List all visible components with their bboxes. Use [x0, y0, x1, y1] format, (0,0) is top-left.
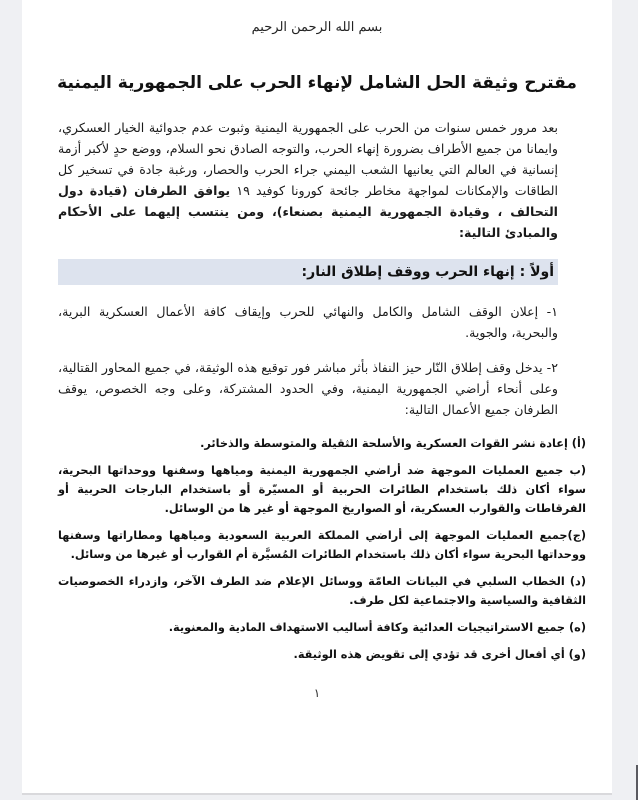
- sub-item-c: (ج)جميع العمليات الموجهة إلى أراضي المملكة العربية السعودية ومياهها ومطاراتها وسفنها ووحداتها البحرية سواء أكان ذلك باستخدام الطائرات المُسيَّرة أم القوارب أو غيرها من وسائل.: [58, 529, 586, 561]
- document-page: [22, 0, 612, 795]
- document-title: مقترح وثيقة الحل الشامل لإنهاء الحرب على الجمهورية اليمنية: [57, 73, 577, 93]
- sub-item-e: (ه) جميع الاستراتيجيات العدائية وكافة أساليب الاستهداف المادية والمعنوية.: [168, 621, 586, 634]
- intro-text: بعد مرور خمس سنوات من الحرب على الجمهورية اليمنية وثبوت عدم جدوائية الخيار العسكري، وايمانا من جميع الأطراف بضرورة إنهاء الحرب، والتوجه الصادق نحو السلام، ووضع حدٍ لأكبر أزمة إنسانية في العالم التي يعانيها الشعب اليمني جراء الحرب والحصار، ورغبة جادة في تسخير كل الطاقات والإمكانات لمواجهة مخاطر جائحة كورونا كوفيد ١٩: [58, 120, 558, 198]
- numbered-item-2: ٢- يدخل وقف إطلاق النّار حيز النفاذ بأثر مباشر فور توقيع هذه الوثيقة، في جميع المحاور القتالية، وعلى أنحاء أراضي الجمهورية اليمنية، وفي الحدود المشتركة، وعلى وجه الخصوص، يوقف الطرفان جميع الأعمال التالية:: [58, 360, 558, 417]
- sub-item-a: (أ) إعادة نشر القوات العسكرية والأسلحة الثقيلة والمتوسطة والذخائر.: [200, 437, 586, 450]
- sub-item-list: [58, 434, 586, 664]
- basmala-calligraphy: بسم الله الرحمن الرحيم: [251, 20, 383, 35]
- section-heading: أولاً : إنهاء الحرب ووقف إطلاق النار:: [58, 259, 558, 285]
- sub-item-f: (و) أي أفعال أخرى قد تؤدي إلى تقويض هذه الوثيقة.: [293, 648, 586, 661]
- intro-bold-text: يوافق الطرفان (قيادة دول التحالف ، وقيادة الجمهورية اليمنية بصنعاء)، ومن ينتسب إليهما على الأحكام والمبادئ التالية:: [58, 183, 558, 240]
- sub-item-d: (د) الخطاب السلبي في البيانات العامّة ووسائل الإعلام ضد الطرف الآخر، وازدراء الخصوصيات الثقافية والسياسية والاجتماعية لكل طرف.: [58, 575, 586, 607]
- numbered-item-1: ١- إعلان الوقف الشامل والكامل والنهائي للحرب وإيقاف كافة الأعمال العسكرية البرية، والبحرية، والجوية.: [58, 304, 558, 340]
- intro-paragraph: [58, 117, 558, 243]
- sub-item-b: (ب جميع العمليات الموجهة ضد أراضي الجمهورية اليمنية ومياهها وسفنها ووحداتها البحرية، سواء أكان ذلك باستخدام الطائرات الحربية أو المسيّرة أو باستخدام البارجات الحربية أو الفرقاطات والقوارب العسكرية، أو الصواريخ الموجهة أو غير ها من الوسائل.: [58, 464, 586, 515]
- page-number: ١: [313, 686, 321, 700]
